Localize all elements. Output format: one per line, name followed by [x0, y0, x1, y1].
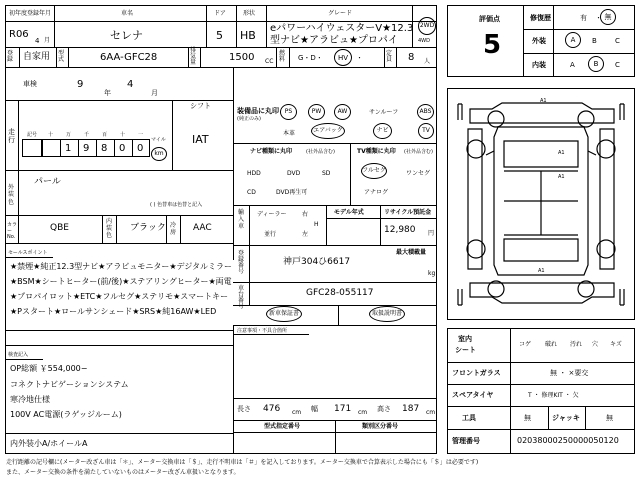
mileage-digit-5: 0: [137, 143, 144, 154]
doors: 5: [216, 29, 223, 42]
sales-point-line-1: ★禁煙★純正12.3型ナビ★アラビュモニター★デジタルミラー: [10, 262, 233, 271]
grade-line2: 型ナビ★アラビュ★プロパイ: [270, 35, 398, 46]
class-no-label: 類別区分番号: [362, 423, 399, 430]
mileage-digit-2: 9: [83, 143, 90, 154]
ext-label: 外装: [532, 37, 546, 45]
body-label: 形状: [243, 10, 256, 17]
mileage-record-box: [22, 139, 42, 157]
ext-a-circle: A: [565, 32, 581, 48]
tv-types-note: (社外品含む): [404, 149, 433, 155]
score-value: 5: [483, 30, 502, 60]
navi-hdd: HDD: [247, 170, 261, 177]
equipment-sublabel: (純正のみ): [237, 116, 261, 122]
score-label: 評価点: [479, 15, 500, 23]
inspector-line-1: OP総額 ￥554,000−: [10, 364, 88, 373]
inspection-year: 9: [77, 79, 84, 90]
displacement: 1500: [229, 52, 255, 63]
inspector-line-2: コネクトナビゲーションシステム: [10, 380, 129, 389]
navi-dvd-play: DVD再生可: [276, 189, 308, 196]
sheet-yogore: 汚れ: [570, 341, 583, 348]
damage-mark-4: A1: [538, 268, 545, 274]
interior-sheet-label1: 室内: [458, 335, 472, 343]
footer-line-2: また、メーター交換の条件を満たしていないものはメーター改ざん車扱いとなります。: [6, 469, 240, 476]
tools-value: 無: [524, 414, 531, 422]
vin-label: 車台番号: [238, 285, 245, 310]
mileage-digit-4: 0: [119, 143, 126, 154]
inspector-line-4: 100V AC電源(ラゲッジルーム): [10, 410, 122, 419]
length-unit: cm: [292, 409, 302, 416]
doors-label: ドア: [214, 10, 226, 17]
spare-tire-label: スペアタイヤ: [452, 391, 494, 399]
reg-number-label: 登録番号: [238, 250, 245, 275]
reg-year-label: 初年度登録年月: [9, 10, 52, 17]
displacement-label: 排気量: [190, 47, 197, 66]
height-label: 高さ: [377, 405, 391, 413]
recycle-yen: 円: [428, 230, 435, 237]
handle-label: H: [314, 221, 319, 228]
use-type: 自家用: [23, 52, 51, 62]
repair-yes: 有: [580, 14, 587, 22]
warranty-book-circle: 新車保証書: [266, 306, 302, 322]
navi-sd: SD: [322, 170, 331, 177]
grade-label: グレード: [328, 10, 353, 17]
mileage-label: 走行: [8, 128, 15, 144]
manual-book-circle: 取扱説明書: [369, 306, 405, 322]
mgmt-value: 02038000250000050120: [517, 436, 619, 445]
inspector-last-line: 内外装小A/ホイールA: [10, 439, 88, 448]
int-label: 内装: [532, 61, 546, 69]
sales-point-line-3: ★プロパイロット★ETC★フルセグ★ステリモ★スマートキー: [10, 292, 229, 301]
shift-label: シフト: [190, 102, 211, 110]
car-damage-diagram: [448, 89, 634, 319]
fuel-hv-circle: HV: [334, 49, 352, 66]
inspection-month: 4: [127, 79, 134, 90]
capacity-label: 定員: [386, 50, 393, 63]
equip-honkawa: 本革: [283, 130, 296, 137]
exterior-label: 外装: [8, 184, 15, 198]
damage-mark-3: A1: [558, 174, 565, 180]
navi-cd: CD: [247, 189, 256, 196]
fuel-label: 燃料: [279, 50, 286, 63]
mileage-unit-4: 十: [120, 132, 126, 138]
equip-tv-circle: TV: [418, 123, 434, 139]
left-hand: 左: [302, 231, 309, 238]
inspection-year-unit: 年: [104, 89, 111, 97]
tools-label: 工具: [462, 414, 476, 422]
sales-point-line-4: ★Pスタート★ロールサンシェード★SRS★純16AW★LED: [10, 307, 217, 316]
tv-types-header: TV種類に丸印: [357, 148, 396, 155]
height-value: 187: [402, 404, 420, 414]
parallel-label: 並行: [264, 231, 277, 238]
right-hand: 右: [302, 211, 309, 218]
interior-sheet-label2: シート: [455, 346, 476, 354]
dealer-label: ディーラー: [257, 211, 287, 218]
int-c: C: [615, 61, 620, 69]
capacity-unit: 人: [424, 58, 431, 65]
max-load-kg: kg: [428, 270, 436, 277]
equip-pw-circle: PW: [308, 104, 325, 120]
spare-tire-value: T ・ 修理KIT ・ 欠: [528, 392, 579, 399]
equip-navi-circle: ナビ: [373, 123, 392, 139]
mileage-record-label: 記号: [27, 132, 38, 138]
repair-no-circle: 無: [600, 9, 616, 25]
inspector-line-3: 寒冷地仕様: [10, 395, 50, 404]
car-name: セレナ: [110, 29, 143, 42]
jack-label: ジャッキ: [552, 414, 580, 422]
car-name-label: 車名: [121, 10, 134, 17]
navi-dvd: DVD: [287, 170, 301, 177]
navi-types-header: ナビ種類に丸印: [250, 148, 293, 155]
mile-label: マイル: [151, 137, 166, 143]
front-glass-value: 無 ・ ×要交: [550, 369, 589, 377]
km-circle: km: [151, 147, 167, 161]
navi-types-note: (社外品含む): [306, 149, 335, 155]
fuel-options: G・D・: [298, 54, 323, 62]
interior-color-label: 内装色: [106, 218, 113, 239]
equip-aw-circle: AW: [334, 104, 351, 120]
equip-abs-circle: ABS: [417, 104, 434, 120]
vin-value: GFC28-055117: [306, 288, 374, 298]
capacity: 8: [408, 52, 415, 63]
reg-label: 登録: [7, 50, 14, 63]
fuel-tail: ・: [356, 54, 363, 62]
recycle-label: リサイクル預託金: [384, 209, 432, 216]
equip-ps-circle: PS: [280, 104, 297, 120]
reg-year: R06: [9, 29, 29, 40]
exterior-note: ( ) 色替車は色替と記入: [150, 202, 203, 208]
tv-oneseg: ワンセグ: [406, 170, 431, 177]
mileage-digit-3: 8: [101, 143, 108, 154]
exterior-color-label: 色: [8, 199, 15, 206]
footer-line-1: 走行距離の記号欄に(メーター改ざん車は「＊」、メーター交換車は「＄」、走行不明車は「＃」を記入しております。メーター交換車で合算表示した場合にも「＄」は必要です): [6, 459, 479, 466]
width-unit: cm: [358, 409, 368, 416]
month-unit: 月: [44, 37, 51, 44]
height-unit: cm: [426, 409, 436, 416]
body-type: HB: [240, 29, 256, 42]
color-code: QBE: [50, 223, 69, 233]
mileage-unit-5: 一: [138, 132, 144, 138]
type-no-label: 型式指定番号: [264, 423, 301, 430]
repair-dot: ・: [595, 14, 602, 22]
ac-label: 冷房: [170, 222, 177, 236]
max-load-label: 最大積載量: [396, 249, 427, 256]
model-label: 型式: [58, 50, 65, 63]
inspector-note-label: 注意事項・不具合箇所: [237, 328, 288, 334]
mileage-unit-1: 万: [66, 132, 72, 138]
front-glass-label: フロントガラス: [452, 369, 501, 377]
mileage-unit-0: 十: [48, 132, 54, 138]
interior-color: ブラック: [130, 223, 166, 233]
jack-value: 無: [606, 414, 613, 422]
model-code: 6AA-GFC28: [100, 52, 158, 63]
equip-airbag-circle: エアバック: [311, 123, 345, 139]
mgmt-label: 管理番号: [452, 437, 480, 445]
mileage-unit-2: 千: [84, 132, 90, 138]
sheet-ana: 穴: [592, 341, 599, 348]
tv-analog: アナログ: [364, 189, 389, 196]
drive-4wd: 4WD: [418, 38, 430, 44]
equip-sunroof: サンルーフ: [369, 109, 399, 116]
length-value: 476: [263, 404, 281, 414]
width-value: 171: [334, 404, 352, 414]
mileage-unit-3: 百: [102, 132, 108, 138]
color-code-label: カラー No.: [7, 222, 18, 240]
mileage-digit-1: 1: [65, 143, 72, 154]
length-label: 長さ: [237, 405, 251, 413]
repair-label: 修復歴: [530, 14, 551, 22]
shift-value: IAT: [192, 133, 209, 146]
ac-value: AAC: [193, 223, 212, 233]
ext-b: B: [592, 37, 597, 45]
equipment-label: 装備品に丸印: [237, 107, 279, 115]
damage-mark-2: A1: [558, 150, 565, 156]
damage-mark-1: A1: [540, 98, 547, 104]
tv-fullseg-circle: フルセグ: [361, 163, 387, 179]
inspector-entry-label: 検査記入: [8, 352, 29, 358]
sales-point-line-2: ★BSM★シートヒーター(前/後)★ステアリングヒーター★両電: [10, 277, 232, 286]
drive-2wd-circle: 2WD: [418, 17, 436, 35]
sales-points-label: セールスポイント: [8, 250, 48, 256]
exterior-color: パール: [34, 177, 61, 187]
grade-line1: eパワーハイウェスターV★12.3: [270, 23, 414, 34]
sheet-kizu: キズ: [610, 341, 622, 348]
cc-unit: CC: [265, 58, 274, 65]
inspection-month-unit: 月: [151, 89, 158, 97]
inspection-label: 車検: [23, 80, 37, 88]
ext-c: C: [615, 37, 620, 45]
import-label: 輸入車: [238, 209, 245, 230]
sheet-koge: コゲ: [519, 341, 532, 348]
model-year-label: モデル年式: [334, 209, 364, 216]
reg-month: 4: [35, 37, 40, 45]
reg-number: 神戸304ひ6617: [283, 257, 351, 267]
width-label: 幅: [311, 405, 318, 413]
sheet-yabure: 破れ: [545, 341, 558, 348]
int-b-circle: B: [588, 56, 604, 72]
int-a: A: [570, 61, 575, 69]
recycle-value: 12,980: [384, 225, 416, 235]
